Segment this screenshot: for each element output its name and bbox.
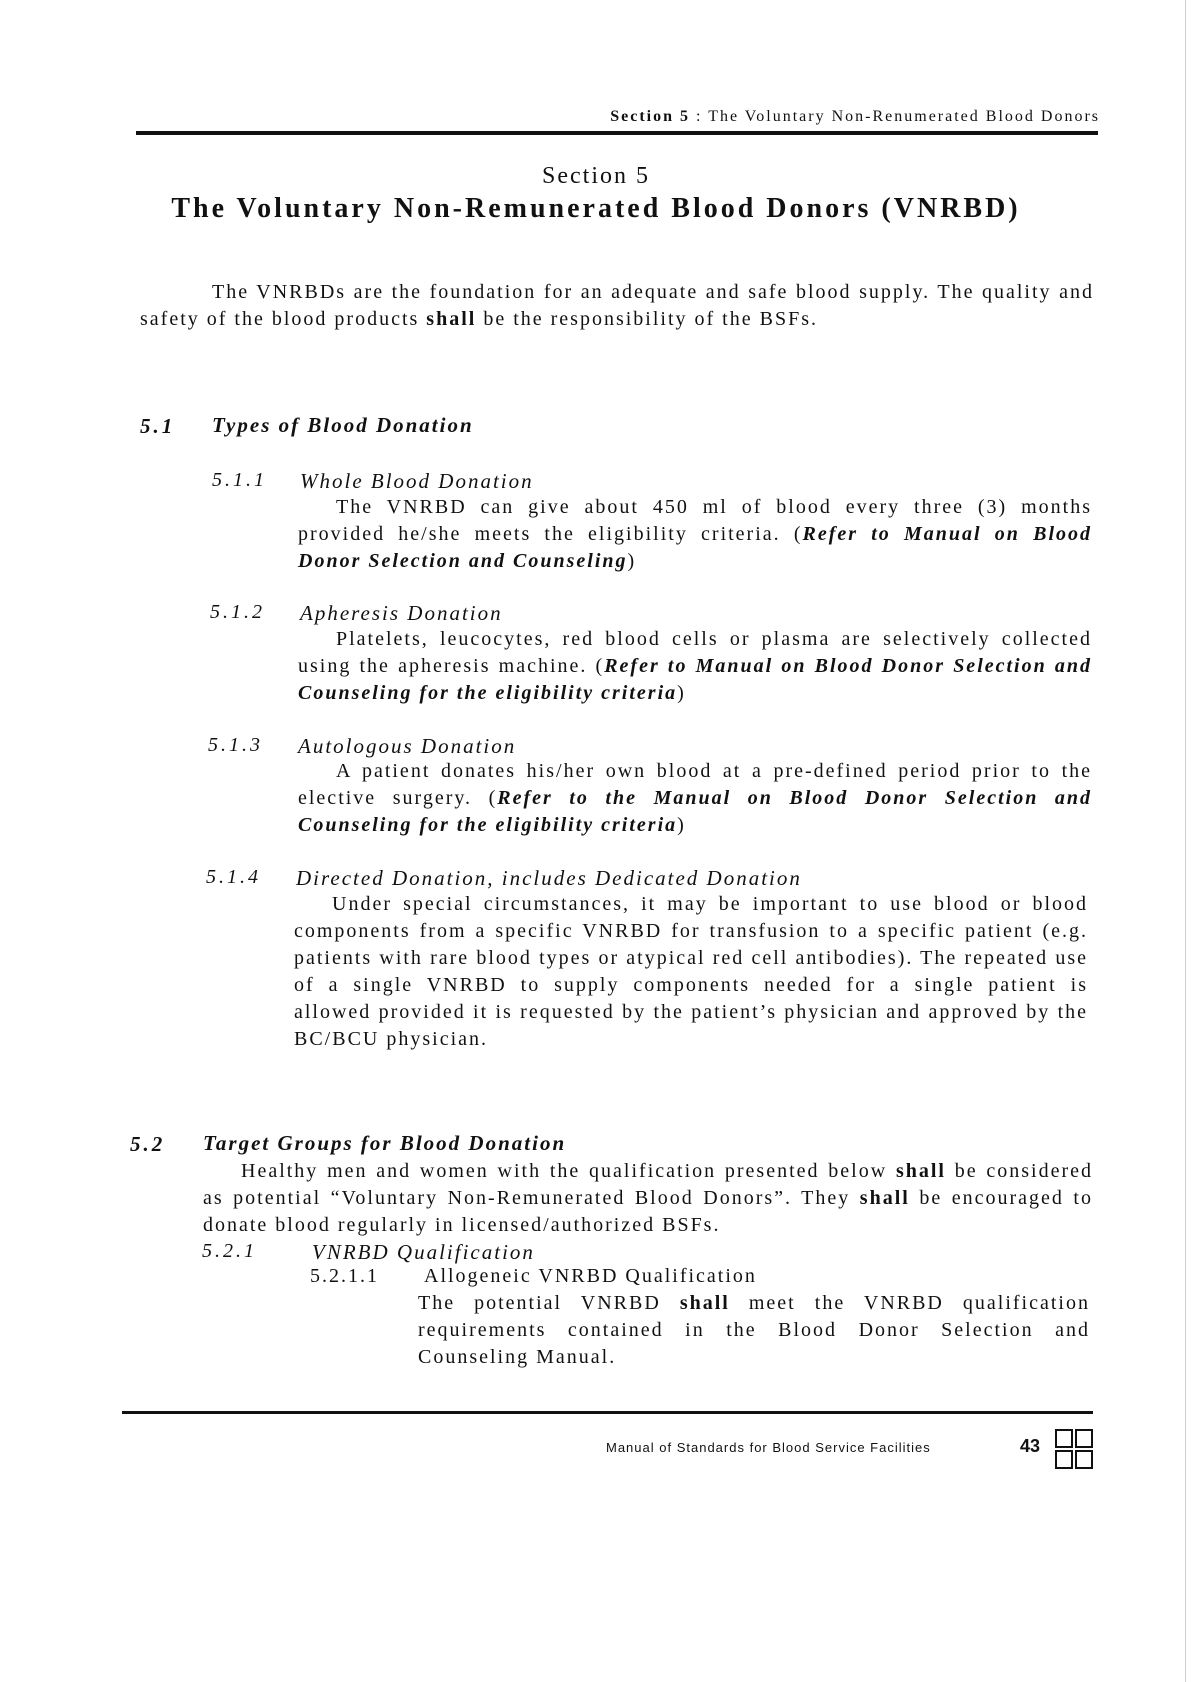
- item-5-1-1-heading: Whole Blood Donation: [300, 469, 534, 493]
- item-5-1-3-heading: Autologous Donation: [298, 734, 517, 758]
- item-5-1-1-text: [298, 494, 1092, 575]
- section-5-2-paragraph: [203, 1158, 1093, 1239]
- item-5-2-1-1-text-2: meet the VNRBD qualification requirements contained in the Blood Donor Selection and Counseling Manual.: [418, 1292, 1090, 1368]
- item-5-1-4-text: Under special circumstances, it may be important to use blood or blood components from a specific VNRBD for transfusion to a specific patient (e.g. patients with rare blood types or atypical red cell antibodies). The repeated use of a single VNRBD to supply components needed for a single patient is allowed provided it is requested by the patient’s physician and approved by the BC/BCU physician.: [294, 893, 1088, 1050]
- item-5-2-1-1-text: [418, 1290, 1090, 1371]
- item-5-2-1-number: 5.2.1: [202, 1240, 257, 1262]
- running-header: [610, 108, 1100, 126]
- section-5-2-text-1: Healthy men and women with the qualification presented below: [241, 1160, 896, 1182]
- item-5-1-1-body: The VNRBD can give about 450 ml of blood every three (3) months provided he/she meets the eligibility criteria. (: [298, 496, 1092, 545]
- footer-title: Manual of Standards for Blood Service Facilities: [606, 1440, 931, 1455]
- page-title: The Voluntary Non-Remunerated Blood Donors (VNRBD): [171, 193, 1021, 224]
- running-header-title: The Voluntary Non-Renumerated Blood Donors: [708, 108, 1100, 125]
- running-header-separator: :: [690, 108, 709, 125]
- running-header-section: Section 5: [610, 108, 691, 125]
- section-5-2-heading: Target Groups for Blood Donation: [203, 1131, 567, 1155]
- section-5-1-number: 5.1: [140, 414, 176, 438]
- section-5-2-shall-2: shall: [859, 1187, 910, 1209]
- intro-paragraph: [140, 279, 1094, 333]
- intro-shall: shall: [426, 308, 477, 330]
- item-5-1-2-close: ): [677, 682, 686, 704]
- intro-text-1: The VNRBDs are the foundation for an adequate and safe blood supply. The quality and safety of the blood products: [140, 281, 1094, 330]
- item-5-1-2-reference: Refer to Manual on Blood Donor Selection and Counseling for the eligibility criteria: [298, 655, 1093, 704]
- item-5-1-3-number: 5.1.3: [208, 734, 263, 756]
- section-5-2-number: 5.2: [130, 1132, 166, 1156]
- footer-rule: [122, 1411, 1093, 1414]
- section-5-2-shall-1: shall: [895, 1160, 946, 1182]
- item-5-2-1-heading: VNRBD Qualification: [312, 1240, 535, 1264]
- item-5-1-1-number: 5.1.1: [212, 469, 267, 491]
- item-5-1-2-heading: Apheresis Donation: [300, 601, 503, 625]
- page-edge-line: [1185, 0, 1186, 1682]
- item-5-1-4-heading: Directed Donation, includes Dedicated Donation: [296, 866, 802, 890]
- item-5-1-2-body: Platelets, leucocytes, red blood cells or plasma are selectively collected using the apheresis machine. (: [298, 628, 1092, 677]
- intro-text-2: be the responsibility of the BSFs.: [476, 308, 818, 330]
- item-5-1-4-number: 5.1.4: [206, 866, 261, 888]
- item-5-2-1-1-shall: shall: [679, 1292, 730, 1314]
- manual-logo-icon: [1054, 1428, 1094, 1470]
- item-5-1-3-text: [298, 758, 1092, 839]
- item-5-1-3-body: A patient donates his/her own blood at a pre-defined period prior to the elective surgery. (: [298, 760, 1092, 809]
- page-number: 43: [1020, 1436, 1041, 1456]
- header-rule: [136, 131, 1098, 135]
- section-label: Section 5: [542, 163, 650, 189]
- item-5-1-1-close: ): [627, 550, 637, 572]
- item-5-1-3-reference: Refer to the Manual on Blood Donor Selection and Counseling for the eligibility criteria: [298, 787, 1092, 836]
- item-5-2-1-1-heading: Allogeneic VNRBD Qualification: [424, 1265, 757, 1287]
- item-5-2-1-1-number: 5.2.1.1: [310, 1265, 379, 1287]
- section-5-1-heading: Types of Blood Donation: [212, 413, 474, 437]
- item-5-2-1-1-text-1: The potential VNRBD: [418, 1292, 680, 1314]
- item-5-1-2-number: 5.1.2: [210, 601, 265, 623]
- item-5-1-1-reference: Refer to Manual on Blood Donor Selection and Counseling: [298, 523, 1093, 572]
- section-5-2-text-3: be encouraged to donate blood regularly in licensed/authorized BSFs.: [203, 1187, 1093, 1236]
- item-5-1-3-close: ): [677, 814, 686, 836]
- item-5-1-2-text: [298, 626, 1092, 707]
- section-5-2-text-2: be considered as potential “Voluntary Non-Remunerated Blood Donors”. They: [203, 1160, 1093, 1209]
